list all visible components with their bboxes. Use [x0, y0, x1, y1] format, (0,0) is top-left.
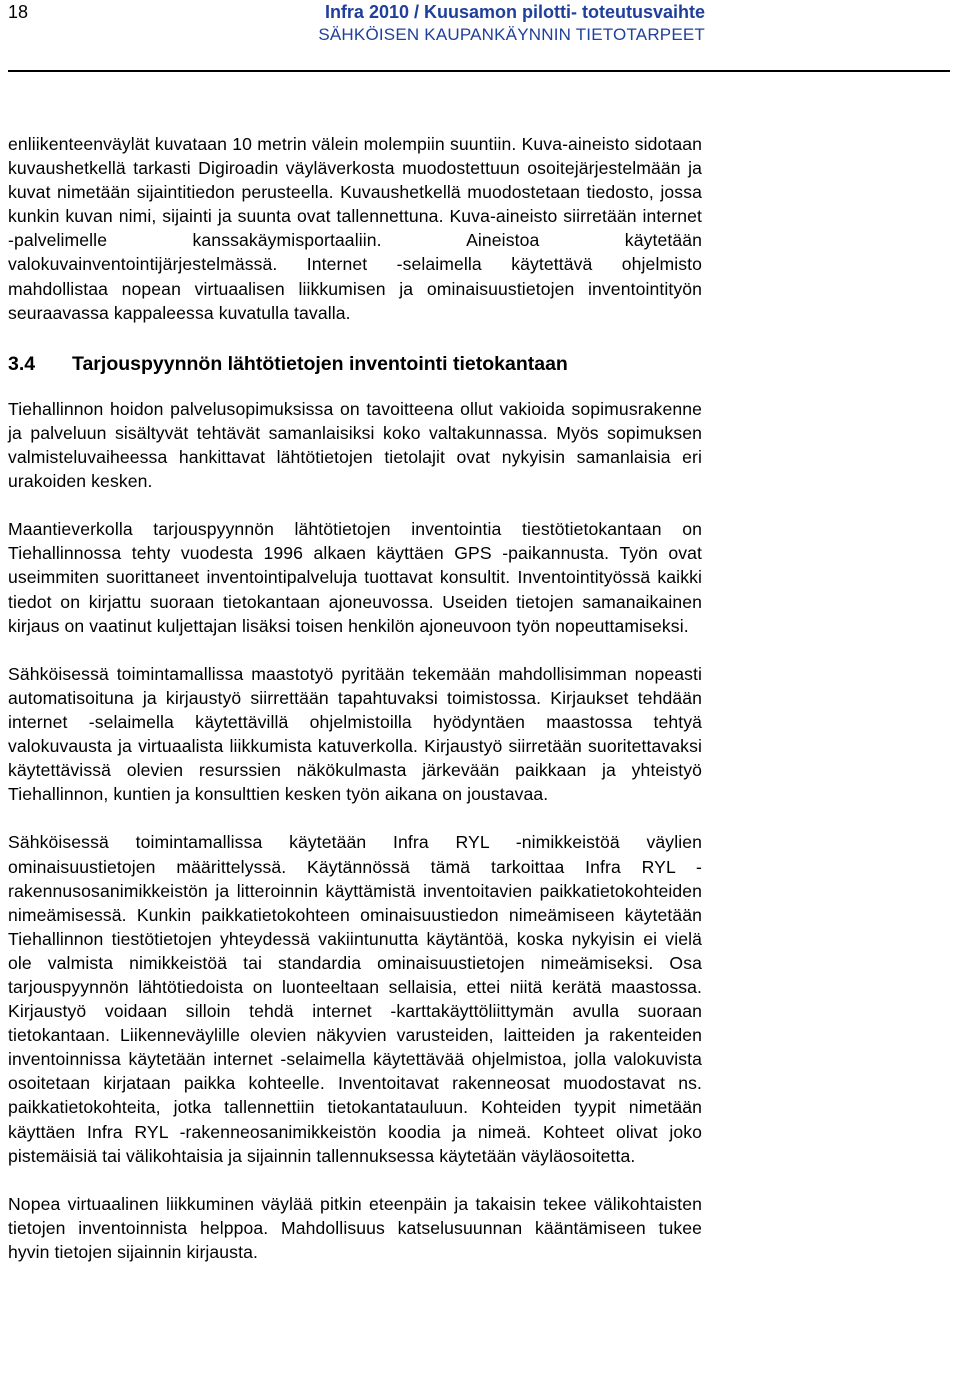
document-subtitle: SÄHKÖISEN KAUPANKÄYNNIN TIETOTARPEET: [318, 25, 705, 44]
header-divider: [8, 70, 950, 72]
body-paragraph: Sähköisessä toimintamallissa käytetään Infra RYL -nimikkeistöä väylien ominaisuustietojen määrittelyssä. Käytännössä tämä tarkoittaa Infra RYL -rakennusosanimikkeistön ja litteroinnin käyttämistä inventoitavien paikkatietokohteiden nimeämisessä. Kunkin paikkatietokohteen ominaisuustiedon nimeämiseen käytetään Tiehallinnon tiestötietojen yhteydessä vakiintunutta käytäntöä, koska nykyisin ei vielä ole valmista nimikkeistöä tai standardia ominaisuustietojen nimeämiseksi. Osa tarjouspyynnön lähtötiedoista on luonteeltaan sellaisia, ettei niitä kerätä maastossa. Kirjaustyö voidaan silloin tehdä internet -karttakäyttöliittymän avulla suoraan tietokantaan. Liikenneväylille olevien näkyvien varusteiden, laitteiden ja rakenteiden inventoinnissa käytetään internet -selaimella käytettävää ohjelmistoa, jolla valokuvista osoitetaan kirjataan paikka kohteelle. Inventoitavat rakenneosat muodostavat ns. paikkatietokohteita, jotka tallennettiin tietokantatauluun. Kohteiden tyypit nimetään käyttäen Infra RYL -rakenneosanimikkeistön koodia ja nimeä. Kohteet olivat joko pistemäisiä tai välikohtaisia ja sijainnin tallennuksessa käytetään väyläosoitetta.: [8, 832, 702, 1166]
page-body: [8, 132, 702, 1264]
document-title: Infra 2010 / Kuusamon pilotti- toteutusvaihte: [324, 2, 705, 22]
page-header: [255, 0, 705, 46]
page-number: 18: [8, 2, 29, 22]
section-heading: [8, 351, 702, 377]
section-number: 3.4: [8, 352, 36, 375]
intro-paragraph: enliikenteenväylät kuvataan 10 metrin välein molempiin suuntiin. Kuva-aineisto sidotaan kuvaushetkellä tarkasti Digiroadin väyläverkosta muodostettuun osoitejärjestelmään ja kuvat nimetään sijaintitiedon perusteella. Kuvaushetkellä muodostetaan tiedosto, jossa kunkin kuvan nimi, sijainti ja suunta ovat tallennettuna. Kuva-aineisto siirretään internet -palvelimelle kanssakäymisportaaliin. Aineistoa käytetään valokuvainventointijärjestelmässä. Internet -selaimella käytettävä ohjelmisto mahdollistaa nopean virtuaalisen liikkumisen ja ominaisuustietojen inventointityön seuraavassa kappaleessa kuvatulla tavalla.: [8, 134, 702, 323]
body-paragraph: Maantieverkolla tarjouspyynnön lähtötietojen inventointia tiestötietokantaan on Tiehallinnossa tehty vuodesta 1996 alkaen käyttäen GPS -paikannusta. Työn ovat useimmiten suorittaneet inventointipalveluja tuottavat konsultit. Inventointityössä kaikki tiedot on kirjattu suoraan tietokantaan ajoneuvossa. Useiden tietojen samanaikainen kirjaus on vaatinut kuljettajan lisäksi toisen henkilön ajoneuvoon työn nopeuttamiseksi.: [8, 519, 702, 636]
section-title: Tarjouspyynnön lähtötietojen inventointi tietokantaan: [72, 352, 568, 375]
body-paragraph: Tiehallinnon hoidon palvelusopimuksissa on tavoitteena ollut vakioida sopimusrakenne ja palveluun sisältyvät tehtävät samanlaisiksi koko valtakunnassa. Myös sopimuksen valmisteluvaiheessa hankittavat lähtötietojen tietolajit ovat nykyisin samanlaisia eri urakoiden kesken.: [8, 398, 702, 492]
body-paragraph: Nopea virtuaalinen liikkuminen väylää pitkin eteenpäin ja takaisin tekee välikohtaisten tietojen inventoinnista helppoa. Mahdollisuus katselusuunnan kääntämiseen tukee hyvin tietojen sijainnin kirjausta.: [8, 1193, 702, 1263]
body-paragraph: Sähköisessä toimintamallissa maastotyö pyritään tekemään mahdollisimman nopeasti automatisoituna ja kirjaustyö siirrettään tapahtuvaksi toimistossa. Kirjaukset tehdään internet -selaimella käytettävillä ohjelmistoilla hyödyntäen maastossa tehtyä valokuvausta ja virtuaalista liikkumista katuverkolla. Kirjaustyö siirretään suoritettavaksi käytettävissä olevien resurssien näkökulmasta järkevään paikkaan ja yhteistyö Tiehallinnon, kuntien ja konsulttien kesken työn aikana on joustavaa.: [8, 663, 702, 805]
